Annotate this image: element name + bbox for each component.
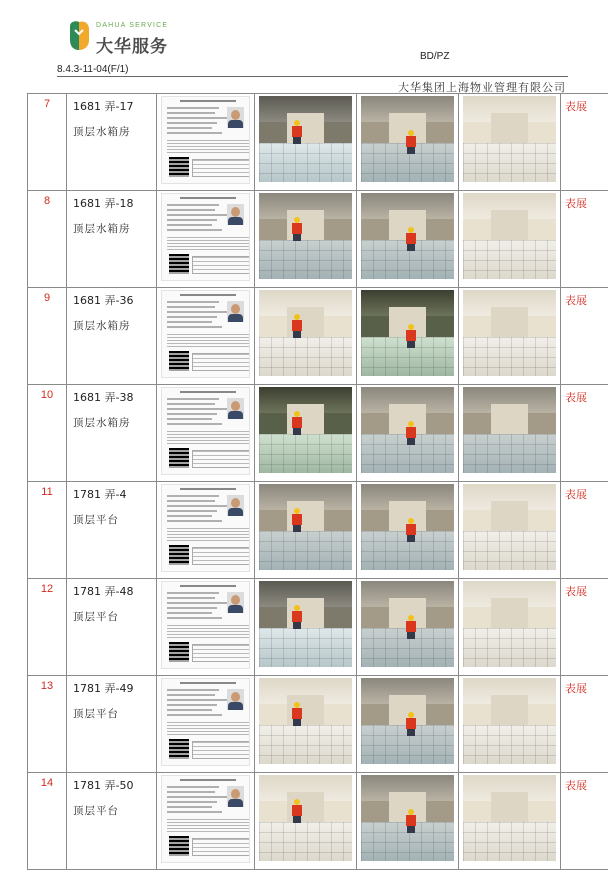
place: 顶层水箱房 <box>73 417 131 429</box>
tank-photo-1 <box>259 581 352 667</box>
table-row <box>28 482 608 579</box>
tank-photo-3 <box>463 678 556 764</box>
photo-cell-1 <box>255 676 357 773</box>
worker-photo <box>227 786 244 807</box>
tank-photo-2 <box>361 484 454 570</box>
worker-figure <box>406 324 416 348</box>
tank-photo-3 <box>463 484 556 570</box>
result-label: 表展 <box>561 288 608 385</box>
photo-cell-1 <box>255 191 357 288</box>
photo-cell-2 <box>357 191 459 288</box>
document-code: BD/PZ <box>420 51 450 62</box>
worker-figure <box>292 217 302 241</box>
certificate-cell <box>157 579 255 676</box>
qr-code-icon <box>169 739 189 759</box>
tank-photo-2 <box>361 387 454 473</box>
photo-cell-1 <box>255 94 357 191</box>
row-number: 14 <box>28 773 67 870</box>
tank-photo-2 <box>361 775 454 861</box>
worker-figure <box>406 712 416 736</box>
row-number: 11 <box>28 482 67 579</box>
place: 顶层平台 <box>73 805 119 817</box>
address: 1781 弄-49 <box>73 682 134 695</box>
worker-photo <box>227 495 244 516</box>
qr-code-icon <box>169 836 189 856</box>
photo-cell-3 <box>459 579 561 676</box>
worker-figure <box>406 227 416 251</box>
worker-figure <box>292 314 302 338</box>
worker-figure <box>406 615 416 639</box>
qr-code-icon <box>169 448 189 468</box>
worker-certificate <box>161 96 250 184</box>
tank-photo-3 <box>463 96 556 182</box>
certificate-cell <box>157 385 255 482</box>
company-logo <box>66 20 176 56</box>
worker-certificate <box>161 678 250 766</box>
photo-cell-3 <box>459 94 561 191</box>
table-row <box>28 579 608 676</box>
photo-cell-2 <box>357 288 459 385</box>
worker-certificate <box>161 775 250 863</box>
worker-certificate <box>161 484 250 572</box>
row-number: 13 <box>28 676 67 773</box>
worker-figure <box>292 702 302 726</box>
worker-certificate <box>161 387 250 475</box>
photo-cell-2 <box>357 94 459 191</box>
address: 1681 弄-36 <box>73 294 134 307</box>
tank-photo-1 <box>259 193 352 279</box>
row-number: 9 <box>28 288 67 385</box>
tank-photo-3 <box>463 581 556 667</box>
photo-cell-3 <box>459 482 561 579</box>
photo-cell-1 <box>255 288 357 385</box>
address: 1781 弄-4 <box>73 488 127 501</box>
place: 顶层平台 <box>73 708 119 720</box>
worker-figure <box>292 605 302 629</box>
header-divider <box>57 76 568 77</box>
worker-figure <box>406 809 416 833</box>
photo-cell-3 <box>459 191 561 288</box>
tank-photo-2 <box>361 290 454 376</box>
worker-photo <box>227 592 244 613</box>
photo-cell-2 <box>357 482 459 579</box>
location-cell <box>67 676 157 773</box>
logo-mark-icon <box>66 20 92 54</box>
tank-photo-3 <box>463 290 556 376</box>
photo-cell-1 <box>255 579 357 676</box>
row-number: 12 <box>28 579 67 676</box>
address: 1681 弄-38 <box>73 391 134 404</box>
address: 1781 弄-50 <box>73 779 134 792</box>
photo-cell-3 <box>459 773 561 870</box>
tank-photo-1 <box>259 387 352 473</box>
location-cell <box>67 579 157 676</box>
qr-code-icon <box>169 545 189 565</box>
place: 顶层水箱房 <box>73 223 131 235</box>
inspection-table <box>27 93 608 870</box>
table-row <box>28 94 608 191</box>
result-label: 表展 <box>561 385 608 482</box>
photo-cell-2 <box>357 676 459 773</box>
tank-photo-2 <box>361 581 454 667</box>
worker-figure <box>406 518 416 542</box>
tank-photo-2 <box>361 678 454 764</box>
qr-code-icon <box>169 642 189 662</box>
certificate-cell <box>157 482 255 579</box>
qr-code-icon <box>169 254 189 274</box>
result-label: 表展 <box>561 191 608 288</box>
form-number: 8.4.3-11-04(F/1) <box>57 64 129 75</box>
company-name: 大华集团上海物业管理有限公司 <box>398 81 566 94</box>
place: 顶层水箱房 <box>73 126 131 138</box>
worker-figure <box>292 799 302 823</box>
photo-cell-2 <box>357 579 459 676</box>
tank-photo-3 <box>463 193 556 279</box>
result-label: 表展 <box>561 773 608 870</box>
tank-photo-2 <box>361 96 454 182</box>
result-label: 表展 <box>561 482 608 579</box>
photo-cell-3 <box>459 288 561 385</box>
worker-figure <box>406 130 416 154</box>
tank-photo-2 <box>361 193 454 279</box>
place: 顶层平台 <box>73 514 119 526</box>
logo-text-en: DAHUA SERVICE <box>96 22 169 29</box>
tank-photo-3 <box>463 775 556 861</box>
certificate-cell <box>157 676 255 773</box>
worker-figure <box>292 120 302 144</box>
photo-cell-2 <box>357 385 459 482</box>
worker-photo <box>227 301 244 322</box>
worker-photo <box>227 398 244 419</box>
row-number: 8 <box>28 191 67 288</box>
photo-cell-3 <box>459 676 561 773</box>
location-cell <box>67 288 157 385</box>
tank-photo-1 <box>259 775 352 861</box>
qr-code-icon <box>169 351 189 371</box>
photo-cell-2 <box>357 773 459 870</box>
place: 顶层水箱房 <box>73 320 131 332</box>
worker-certificate <box>161 193 250 281</box>
photo-cell-1 <box>255 385 357 482</box>
result-label: 表展 <box>561 676 608 773</box>
tank-photo-1 <box>259 290 352 376</box>
tank-photo-3 <box>463 387 556 473</box>
row-number: 7 <box>28 94 67 191</box>
photo-cell-1 <box>255 773 357 870</box>
location-cell <box>67 385 157 482</box>
address: 1681 弄-17 <box>73 100 134 113</box>
address: 1681 弄-18 <box>73 197 134 210</box>
location-cell <box>67 482 157 579</box>
certificate-cell <box>157 773 255 870</box>
photo-cell-3 <box>459 385 561 482</box>
worker-figure <box>292 508 302 532</box>
worker-photo <box>227 204 244 225</box>
table-row <box>28 385 608 482</box>
table-row <box>28 773 608 870</box>
tank-photo-1 <box>259 484 352 570</box>
worker-photo <box>227 689 244 710</box>
tank-photo-1 <box>259 678 352 764</box>
tank-photo-1 <box>259 96 352 182</box>
logo-text-cn: 大华服务 <box>96 37 168 57</box>
result-label: 表展 <box>561 579 608 676</box>
table-row <box>28 676 608 773</box>
location-cell <box>67 94 157 191</box>
certificate-cell <box>157 288 255 385</box>
photo-cell-1 <box>255 482 357 579</box>
worker-certificate <box>161 290 250 378</box>
row-number: 10 <box>28 385 67 482</box>
table-row <box>28 288 608 385</box>
worker-figure <box>406 421 416 445</box>
certificate-cell <box>157 94 255 191</box>
address: 1781 弄-48 <box>73 585 134 598</box>
qr-code-icon <box>169 157 189 177</box>
worker-photo <box>227 107 244 128</box>
place: 顶层平台 <box>73 611 119 623</box>
worker-figure <box>292 411 302 435</box>
table-row <box>28 191 608 288</box>
location-cell <box>67 191 157 288</box>
location-cell <box>67 773 157 870</box>
worker-certificate <box>161 581 250 669</box>
certificate-cell <box>157 191 255 288</box>
result-label: 表展 <box>561 94 608 191</box>
